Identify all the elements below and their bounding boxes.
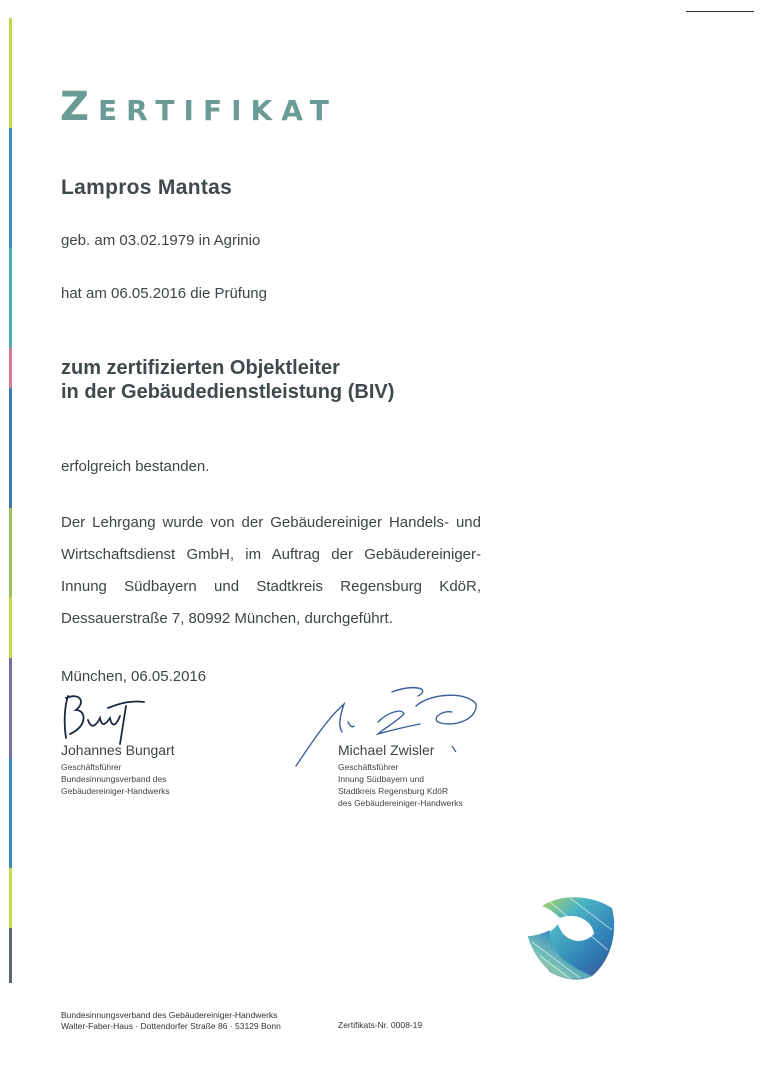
certificate-number: Zertifikats-Nr. 0008-19 xyxy=(338,1020,423,1030)
signer-role-right-line: Stadtkreis Regensburg KdöR xyxy=(338,786,449,796)
signer-role-left-line: Geschäftsführer xyxy=(61,762,122,772)
recipient-name: Lampros Mantas xyxy=(61,176,233,199)
footer-org-line-1: Bundesinnungsverband des Gebäudereiniger-Handwerks xyxy=(61,1010,278,1020)
footer-org-line-2: Walter-Faber-Haus · Dottendorfer Straße 86 · 53129 Bonn xyxy=(61,1021,281,1031)
place-date: München, 06.05.2016 xyxy=(61,668,207,685)
signer-role-left xyxy=(61,761,170,797)
signature-zwisler xyxy=(292,682,482,772)
birth-line: geb. am 03.02.1979 in Agrinio xyxy=(61,232,261,249)
signer-role-right-line: des Gebäudereiniger-Handwerks xyxy=(338,798,463,808)
qualification-line-2: in der Gebäudedienstleistung (BIV) xyxy=(61,381,395,403)
exam-line: hat am 06.05.2016 die Prüfung xyxy=(61,285,267,302)
certificate-title: Zertifikat xyxy=(60,84,338,130)
signer-name-left: Johannes Bungart xyxy=(61,742,175,758)
footer-organization xyxy=(61,1010,281,1032)
course-description: Der Lehrgang wurde von der Gebäudereiniger Handels- und Wirtschaftsdienst GmbH, im Auftrag der Gebäudereiniger-Innung Südbayern und Stadtkreis Regensburg KdöR, Dessauerstraße 7, 80992 München, durchgeführt. xyxy=(61,514,481,627)
color-stripe xyxy=(9,18,12,983)
qualification-heading xyxy=(61,356,394,404)
signer-role-right-line: Geschäftsführer xyxy=(338,762,399,772)
signer-role-right-line: Innung Südbayern und xyxy=(338,774,425,784)
top-rule xyxy=(686,11,754,12)
signer-role-right xyxy=(338,761,463,809)
signer-role-left-line: Bundesinnungsverband des xyxy=(61,774,167,784)
result-line: erfolgreich bestanden. xyxy=(61,458,210,475)
signer-name-right: Michael Zwisler xyxy=(338,742,435,758)
signature-bungart xyxy=(58,688,148,748)
qualification-line-1: zum zertifizierten Objektleiter xyxy=(61,357,340,379)
biv-logo-icon xyxy=(520,890,620,985)
signer-role-left-line: Gebäudereiniger-Handwerks xyxy=(61,786,170,796)
